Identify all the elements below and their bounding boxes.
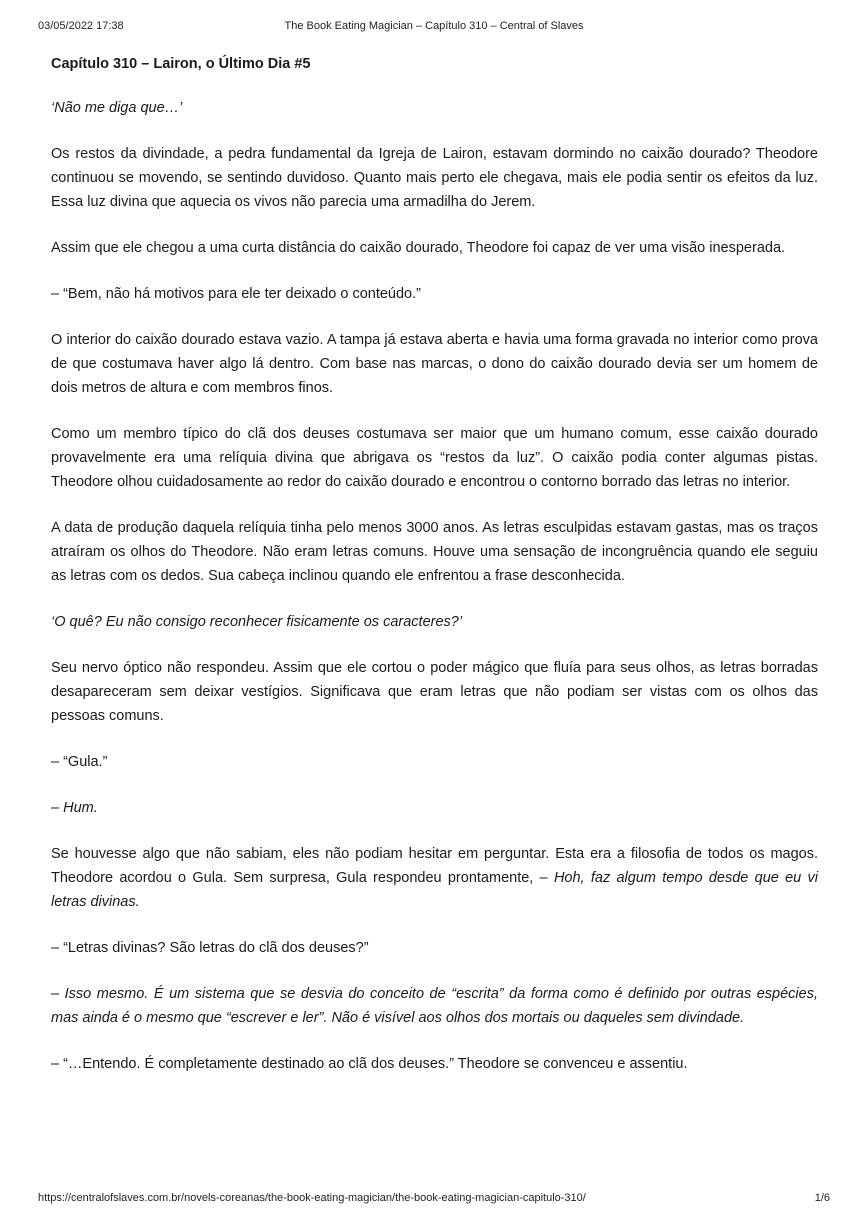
- paragraph-3: Assim que ele chegou a uma curta distância do caixão dourado, Theodore foi capaz de ver uma visão inesperada.: [51, 240, 786, 256]
- paragraph-8: ‘O quê? Eu não consigo reconhecer fisicamente os caracteres?’: [51, 614, 463, 630]
- paragraph-12-normal: Se houvesse algo que não sabiam, eles não podiam hesitar em perguntar. Esta era a filosofia de todos os magos. Theodore acordou o Gula. Sem surpresa, Gula respondeu prontamente,: [51, 846, 818, 886]
- paragraph-6: Como um membro típico do clã dos deuses costumava ser maior que um humano comum, esse caixão dourado provavelmente era uma relíquia divina que abrigava os “restos da luz”. O caixão podia conter algumas pistas. Theodore olhou cuidadosamente ao redor do caixão dourado e encontrou o contorno borrado das letras no interior.: [51, 426, 818, 490]
- paragraph-9: Seu nervo óptico não respondeu. Assim que ele cortou o poder mágico que fluía para seus olhos, as letras borradas desapareceram sem deixar vestígios. Significava que eram letras que não podiam ser vistas com os olhos das pessoas comuns.: [51, 660, 818, 724]
- paragraph-11: – Hum.: [51, 800, 98, 816]
- paragraph-14: – Isso mesmo. É um sistema que se desvia do conceito de “escrita” da forma como é definido por outras espécies, mas ainda é o mesmo que “escrever e ler”. Não é visível aos olhos dos mortais ou daqueles sem divindade.: [51, 986, 818, 1026]
- page-header: [38, 20, 830, 36]
- paragraph-2: Os restos da divindade, a pedra fundamental da Igreja de Lairon, estavam dormindo no caixão dourado? Theodore continuou se movendo, se sentindo duvidoso. Quanto mais perto ele chegava, mais ele podia sentir os efeitos da luz. Essa luz divina que aquecia os vivos não parecia uma armadilha do Jerem.: [51, 146, 818, 210]
- paragraph-1: ‘Não me diga que…’: [51, 100, 183, 116]
- print-datetime: 03/05/2022 17:38: [38, 20, 124, 32]
- document-title: The Book Eating Magician – Capítulo 310 – Central of Slaves: [284, 20, 584, 32]
- paragraph-4: – “Bem, não há motivos para ele ter deixado o conteúdo.”: [51, 286, 421, 302]
- paragraph-5: O interior do caixão dourado estava vazio. A tampa já estava aberta e havia uma forma gravada no interior como prova de que costumava haver algo lá dentro. Com base nas marcas, o dono do caixão dourado devia ser um homem de dois metros de altura e com membros finos.: [51, 332, 818, 396]
- paragraph-15: – “…Entendo. É completamente destinado ao clã dos deuses.” Theodore se convenceu e assentiu.: [51, 1056, 688, 1072]
- article-body: [51, 54, 818, 1098]
- paragraph-13: – “Letras divinas? São letras do clã dos deuses?”: [51, 940, 369, 956]
- page-footer: [38, 1192, 830, 1208]
- page-number: 1/6: [814, 1192, 830, 1204]
- source-url: https://centralofslaves.com.br/novels-coreanas/the-book-eating-magician/the-book-eating-magician-capitulo-310/: [38, 1192, 586, 1204]
- paragraph-10: – “Gula.”: [51, 754, 108, 770]
- chapter-title: Capítulo 310 – Lairon, o Último Dia #5: [51, 56, 311, 72]
- paragraph-12: [51, 842, 818, 914]
- paragraph-12-italic: – Hoh, faz algum tempo desde que eu vi letras divinas.: [51, 870, 819, 910]
- paragraph-7: A data de produção daquela relíquia tinha pelo menos 3000 anos. As letras esculpidas estavam gastas, mas os traços atraíram os olhos do Theodore. Não eram letras comuns. Houve uma sensação de incongruência quando ele seguiu as letras com os dedos. Sua cabeça inclinou quando ele enfrentou a frase desconhecida.: [51, 520, 818, 584]
